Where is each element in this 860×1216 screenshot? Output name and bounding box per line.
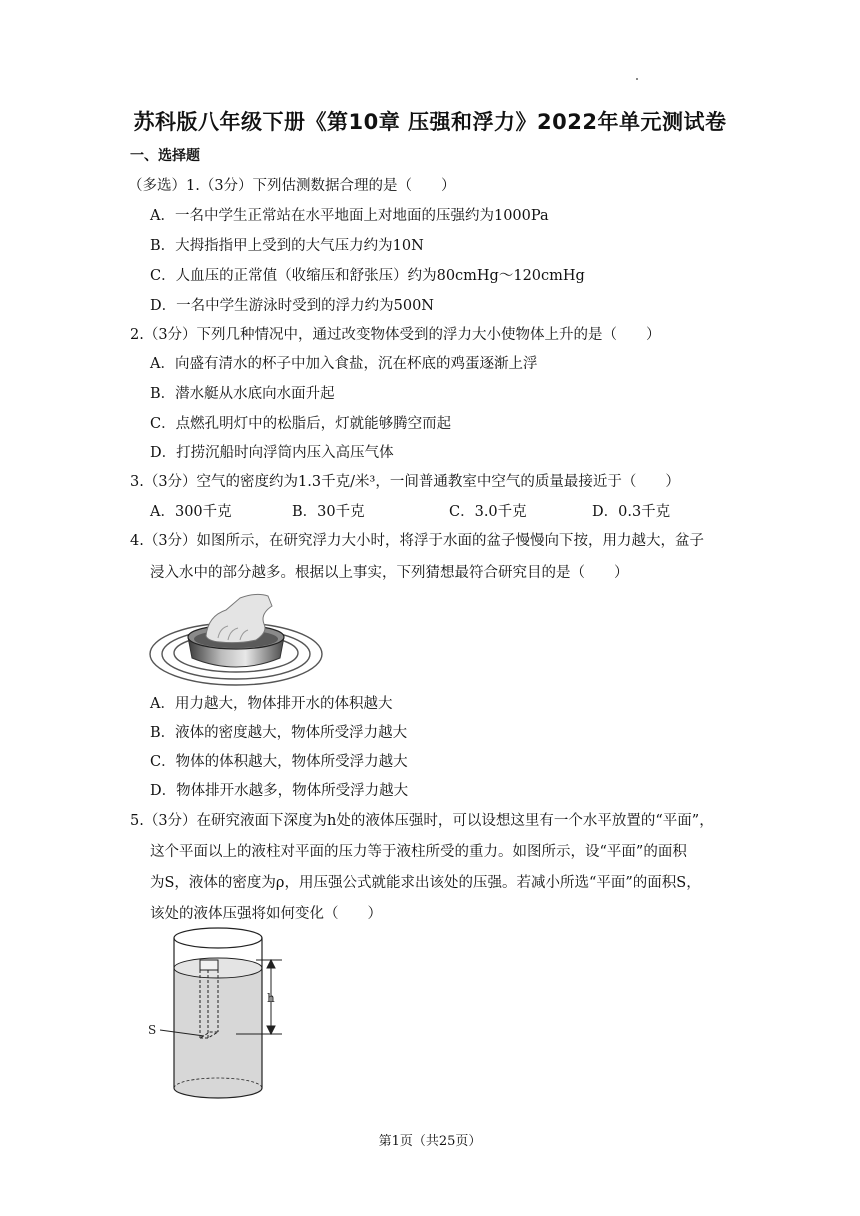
q4-stem-line2: 浸入水中的部分越多。根据以上事实，下列猜想最符合研究目的是（ ） <box>150 565 629 581</box>
basin-pressing-figure <box>148 592 324 690</box>
label-h: h <box>267 991 275 1005</box>
page-footer: 第1页（共25页） <box>378 1134 482 1149</box>
q3-option-c: C．3.0千克 <box>449 504 527 520</box>
q3-stem: 3.（3分）空气的密度约为1.3千克/米³，一间普通教室中空气的质量最接近于（ ） <box>130 474 680 490</box>
label-s: S <box>148 1023 157 1037</box>
q3-option-b: B．30千克 <box>292 504 365 520</box>
q5-stem-line1: 5.（3分）在研究液面下深度为h处的液体压强时，可以设想这里有一个水平放置的“平面”， <box>130 813 714 829</box>
page-title: 苏科版八年级下册《第10章 压强和浮力》2022年单元测试卷 <box>133 110 727 134</box>
q3-option-a: A．300千克 <box>150 504 232 520</box>
q4-option-c: C．物体的体积越大，物体所受浮力越大 <box>150 754 408 770</box>
q1-option-a: A．一名中学生正常站在水平地面上对地面的压强约为1000Pa <box>150 208 549 224</box>
q4-stem-line1: 4.（3分）如图所示，在研究浮力大小时，将浮于水面的盆子慢慢向下按，用力越大，盆子 <box>130 533 705 549</box>
hand-icon <box>206 594 272 642</box>
q5-stem-line4: 该处的液体压强将如何变化（ ） <box>150 906 382 922</box>
q1-option-c: C．人血压的正常值（收缩压和舒张压）约为80cmHg～120cmHg <box>150 268 585 284</box>
q2-option-c: C．点燃孔明灯中的松脂后，灯就能够腾空而起 <box>150 416 452 432</box>
q4-option-d: D．物体排开水越多，物体所受浮力越大 <box>150 783 409 799</box>
q2-stem: 2.（3分）下列几种情况中，通过改变物体受到的浮力大小使物体上升的是（ ） <box>130 327 661 343</box>
q3-option-d: D．0.3千克 <box>592 504 671 520</box>
scan-speck <box>636 78 638 80</box>
q4-option-a: A．用力越大，物体排开水的体积越大 <box>150 696 393 712</box>
q4-option-b: B．液体的密度越大，物体所受浮力越大 <box>150 725 408 741</box>
q5-stem-line3: 为S，液体的密度为ρ，用压强公式就能求出该处的压强。若减小所选“平面”的面积S， <box>150 875 701 891</box>
q1-option-d: D．一名中学生游泳时受到的浮力约为500N <box>150 298 434 314</box>
q2-option-d: D．打捞沉船时向浮筒内压入高压气体 <box>150 445 394 461</box>
liquid-column-figure <box>146 920 296 1102</box>
q1-option-b: B．大拇指指甲上受到的大气压力约为10N <box>150 238 424 254</box>
q2-option-b: B．潜水艇从水底向水面升起 <box>150 386 335 402</box>
section-heading: 一、选择题 <box>130 148 200 164</box>
q1-stem: （多选）1.（3分）下列估测数据合理的是（ ） <box>128 178 456 194</box>
q5-stem-line2: 这个平面以上的液柱对平面的压力等于液柱所受的重力。如图所示，设“平面”的面积 <box>150 844 687 860</box>
q2-option-a: A．向盛有清水的杯子中加入食盐，沉在杯底的鸡蛋逐渐上浮 <box>150 356 538 372</box>
